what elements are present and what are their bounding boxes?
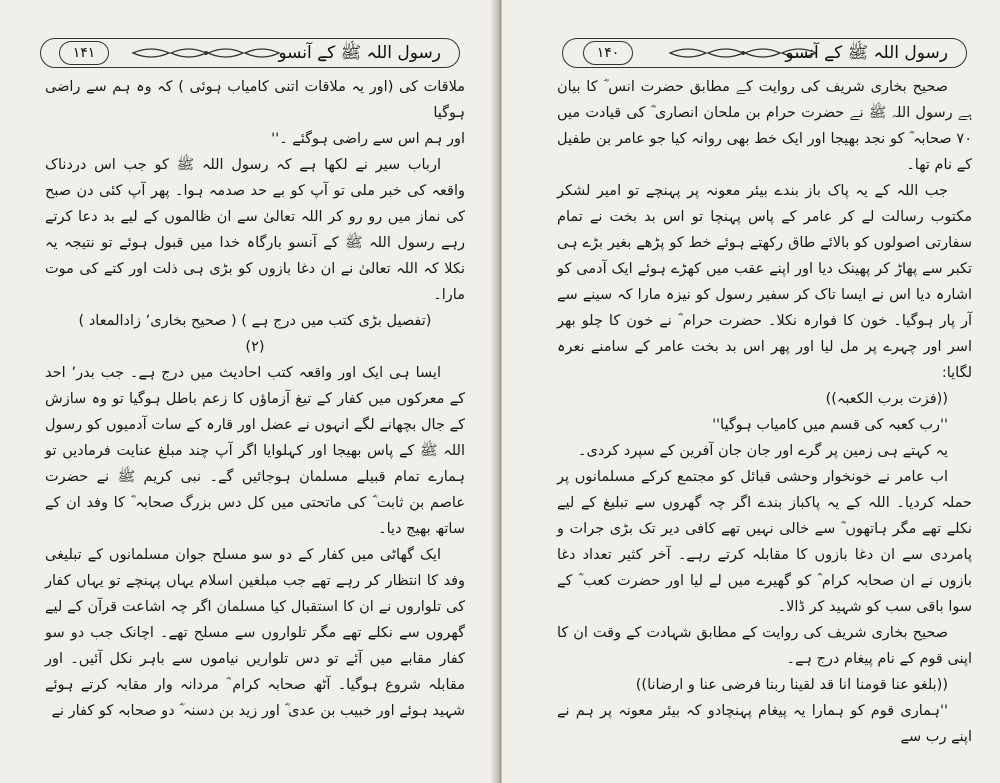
section-number: (۲) <box>245 339 265 355</box>
paragraph: جب اللہ کے یہ پاک باز بندے بیئر معونہ پر پہنچے تو امیر لشکر مکتوب رسالت لے کر عامر کے پاس پہنچا تو اس بد بخت نے تمام سفارتی اصولوں کو بالائے طاق رکھتے ہوئے خط کو پڑھے بغیر بڑے ہی تکبر سے پھاڑ کر پھینک دیا اور اپنے عقب میں کھڑے ہوئے ایک آدمی کو اشارہ دیا اس نے ایسا تاک کر سفیر رسول کو نیزہ مارا کہ سینے سے آر پار ہوگیا۔ خون کا فوارہ نکلا۔ حضرت حرام ؓ نے خون کا چلو بھر اسر اور چہرے پر مل لیا اور پھر اس بد بخت عامر کے سامنے نعرہ لگایا: <box>557 183 972 381</box>
page-number: ۱۴۱ <box>59 41 109 65</box>
arabic-quote: ((بلغو عنا قومنا انا قد لقینا ربنا فرضی عنا و ارضانا)) <box>635 677 948 693</box>
paragraph: ارباب سیر نے لکھا ہے کہ رسول اللہ ﷺ کو جب اس دردناک واقعہ کی خبر ملی تو آپ کو بے حد صدمہ ہوا۔ پھر آپ کئی دن صبح کی نماز میں رو رو کر اللہ تعالیٰ سے ان ظالموں کے لیے بد دعا کرتے رہے رسول اللہ ﷺ کے آنسو بارگاہ خدا میں قبول ہوئے تو نتیجہ یہ نکلا کہ اللہ تعالیٰ نے ان دغا بازوں کو بڑی ہی ذلت اور کتے کی موت مارا۔ <box>45 157 465 303</box>
paragraph: اب عامر نے خونخوار وحشی قبائل کو مجتمع کرکے مسلمانوں پر حملہ کردیا۔ اللہ کے یہ پاکباز بندے اگر چہ گھروں سے تبلیغ کے لیے نکلے تھے مگر ہاتھوں ؓ سے خالی نہیں تھے کافی دیر تک بڑی جرات و پامردی سے ان دغا بازوں کا مقابلہ کرتے رہے۔ آخر کثیر تعداد دغا بازوں نے ان صحابہ کرام ؓ کو گھیرے میں لے لیا اور حضرت کعب ؓ کے سوا باقی سب کو شہید کر ڈالا۔ <box>557 469 972 615</box>
header-title: رسول اللہ ﷺ کے آنسو <box>278 43 441 63</box>
paragraph: صحیح بخاری شریف کی روایت کے مطابق شہادت کے وقت ان کا اپنی قوم کے نام پیغام درج ہے۔ <box>557 625 972 667</box>
page-header <box>40 38 460 68</box>
text-line: یہ کہتے ہی زمین پر گرے اور جان جان آفرین کے سپرد کردی۔ <box>577 443 948 459</box>
text-line: اور ہم اس سے راضی ہوگئے ۔'' <box>271 131 465 147</box>
paragraph: صحیح بخاری شریف کی روایت کے مطابق حضرت انس ؓ کا بیان ہے رسول اللہ ﷺ نے حضرت حرام بن ملحان انصاری ؓ کی قیادت میں ۷۰ صحابہ ؓ کو نجد بھیجا اور ایک خط بھی روانہ کیا جو عامر بن طفیل کے نام تھا۔ <box>557 79 972 173</box>
page-number: ۱۴۰ <box>583 41 633 65</box>
text-line: ملاقات کی (اور یہ ملاقات اتنی کامیاب ہوئی ) کہ وہ ہم سے راضی ہوگیا <box>45 79 465 121</box>
header-ornament-icon <box>131 45 281 61</box>
right-page <box>502 0 1000 783</box>
page-text <box>45 74 465 724</box>
quote-translation: ''ہماری قوم کو ہمارا یہ پیغام پہنچادو کہ بیئر معونہ پر ہم نے اپنے رب سے <box>557 703 972 745</box>
paragraph: ایک گھاٹی میں کفار کے دو سو مسلح جوان مسلمانوں کے تبلیغی وفد کا انتظار کر رہے تھے جب مبلغین اسلام یہاں پہنچے تو یہاں کفار کی تلواروں نے ان کا استقبال کیا مسلمان اگر چہ اشاعت قرآن کے لیے گھروں سے نکلے تھے مگر تلواروں سے مسلح تھے۔ اچانک جب دو سو کفار مقابے میں آئے تو دس تلواریں نیاموں سے باہر نکل آئیں۔ اور مقابلہ شروع ہوگیا۔ آٹھ صحابہ کرام ؓ مردانہ وار مقابہ کرتے ہوئے شہید ہوئے اور خبیب بن عدی ؓ اور زید بن دسنہ ؓ دو صحابہ کو کفار نے <box>45 547 465 719</box>
page-text <box>557 74 972 750</box>
paragraph: ایسا ہی ایک اور واقعہ کتب احادیث میں درج ہے۔ جب بدر٬ احد کے معرکوں میں کفار کے تیغ آزماؤں کا زعم باطل ہوگیا تو وہ سازش کے جال بچھانے لگے انہوں نے عضل اور قارہ کے سات آدمیوں کو رسول اللہ ﷺ کے پاس بھیجا اور کہلوایا اگر آپ چند مبلغ عنایت فرمادیں تو ہمارے تمام قبیلے مسلمان ہوجائیں گے۔ نبی کریم ﷺ نے حضرت عاصم بن ثابت ؓ کی ماتحتی میں کل دس بزرگ صحابہ ؓ کا وفد ان کے ساتھ بھیج دیا۔ <box>45 365 465 537</box>
header-title: رسول اللہ ﷺ کے آنسو <box>785 43 948 63</box>
reference-line: (تفصیل بڑی کتب میں درج ہے ) ( صحیح بخاری٬ زادالمعاد ) <box>78 313 432 329</box>
arabic-quote: ((فزت برب الکعبہ)) <box>825 391 948 407</box>
page-header <box>562 38 967 68</box>
left-page <box>0 0 498 783</box>
quote-translation: ''رب کعبہ کی قسم میں کامیاب ہوگیا'' <box>712 417 948 433</box>
